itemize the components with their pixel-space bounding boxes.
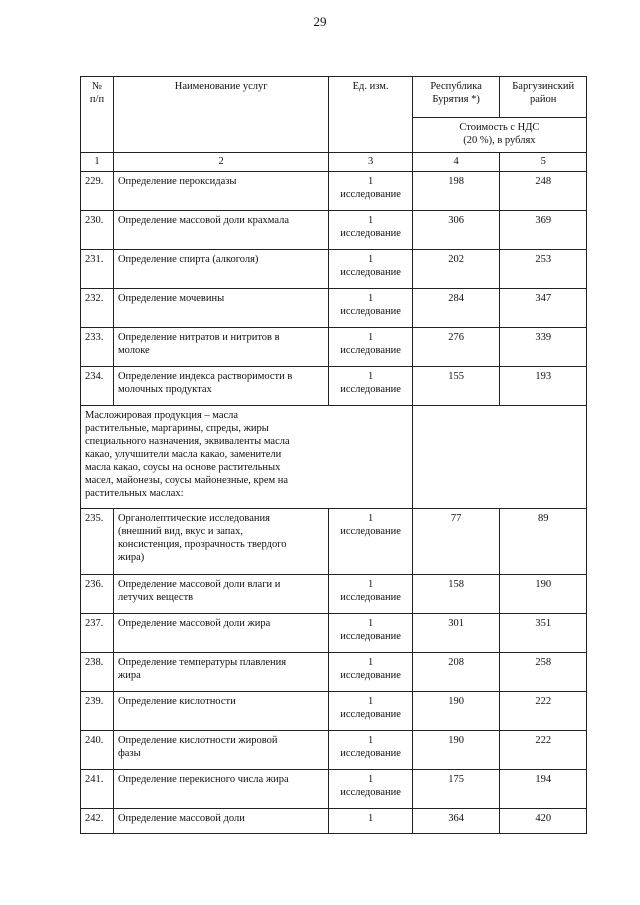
price-district: 222: [500, 692, 587, 731]
price-district: 222: [500, 731, 587, 770]
table-row: [81, 250, 587, 289]
table-row: [81, 328, 587, 367]
row-number: 234.: [81, 367, 114, 406]
price-republic: 198: [412, 172, 500, 211]
header-row: [81, 77, 587, 118]
price-republic: 208: [412, 653, 500, 692]
price-district: 420: [500, 809, 587, 834]
column-index: 4: [412, 153, 500, 172]
row-number: 241.: [81, 770, 114, 809]
unit-of-measure: 1: [329, 809, 412, 834]
column-index-row: [81, 153, 587, 172]
column-index: 1: [81, 153, 114, 172]
row-number: 232.: [81, 289, 114, 328]
price-district: 190: [500, 575, 587, 614]
unit-of-measure: 1 исследование: [329, 328, 412, 367]
table-row: [81, 614, 587, 653]
price-district: 351: [500, 614, 587, 653]
price-republic: 301: [412, 614, 500, 653]
service-name: Определение массовой доли крахмала: [113, 211, 328, 250]
service-name: Определение массовой доли: [113, 809, 328, 834]
header-republic: Республика Бурятия *): [412, 77, 500, 118]
table-row: [81, 809, 587, 834]
section-row: [81, 406, 587, 509]
table-row: [81, 692, 587, 731]
price-republic: 155: [412, 367, 500, 406]
price-district: 253: [500, 250, 587, 289]
price-district: 248: [500, 172, 587, 211]
service-name: Определение мочевины: [113, 289, 328, 328]
row-number: 231.: [81, 250, 114, 289]
row-number: 238.: [81, 653, 114, 692]
price-republic: 158: [412, 575, 500, 614]
price-district: 347: [500, 289, 587, 328]
unit-of-measure: 1 исследование: [329, 731, 412, 770]
row-number: 240.: [81, 731, 114, 770]
table-row: [81, 770, 587, 809]
table-row: [81, 575, 587, 614]
page-number: 29: [313, 14, 327, 29]
table-row: [81, 367, 587, 406]
row-number: 233.: [81, 328, 114, 367]
table-row: [81, 509, 587, 575]
column-index: 5: [500, 153, 587, 172]
service-name: Органолептические исследования (внешний вид, вкус и запах, консистенция, прозрачность твердого жира): [113, 509, 328, 575]
price-republic: 77: [412, 509, 500, 575]
section-empty-cell: [412, 406, 586, 509]
unit-of-measure: 1 исследование: [329, 289, 412, 328]
table-body-fats: [81, 509, 587, 834]
price-republic: 284: [412, 289, 500, 328]
row-number: 229.: [81, 172, 114, 211]
table-body-dairy: [81, 172, 587, 406]
header-district: Баргузинский район: [500, 77, 587, 118]
unit-of-measure: 1 исследование: [329, 172, 412, 211]
table-row: [81, 289, 587, 328]
price-republic: 306: [412, 211, 500, 250]
price-republic: 276: [412, 328, 500, 367]
unit-of-measure: 1 исследование: [329, 367, 412, 406]
unit-of-measure: 1 исследование: [329, 692, 412, 731]
unit-of-measure: 1 исследование: [329, 211, 412, 250]
price-republic: 364: [412, 809, 500, 834]
price-district: 89: [500, 509, 587, 575]
service-name: Определение нитратов и нитритов в молоке: [113, 328, 328, 367]
service-name: Определение массовой доли жира: [113, 614, 328, 653]
service-name: Определение индекса растворимости в молочных продуктах: [113, 367, 328, 406]
unit-of-measure: 1 исследование: [329, 575, 412, 614]
unit-of-measure: 1 исследование: [329, 509, 412, 575]
service-name: Определение температуры плавления жира: [113, 653, 328, 692]
row-number: 239.: [81, 692, 114, 731]
service-name: Определение массовой доли влаги и летучих веществ: [113, 575, 328, 614]
unit-of-measure: 1 исследование: [329, 614, 412, 653]
service-name: Определение кислотности: [113, 692, 328, 731]
row-number: 242.: [81, 809, 114, 834]
header-unit: Ед. изм.: [329, 77, 412, 153]
row-number: 230.: [81, 211, 114, 250]
column-index: 2: [113, 153, 328, 172]
price-republic: 190: [412, 692, 500, 731]
service-name: Определение пероксидазы: [113, 172, 328, 211]
price-republic: 202: [412, 250, 500, 289]
price-district: 193: [500, 367, 587, 406]
row-number: 235.: [81, 509, 114, 575]
price-republic: 175: [412, 770, 500, 809]
service-name: Определение кислотности жировой фазы: [113, 731, 328, 770]
unit-of-measure: 1 исследование: [329, 653, 412, 692]
column-index: 3: [329, 153, 412, 172]
table-section: [81, 406, 587, 509]
table-row: [81, 211, 587, 250]
table-row: [81, 172, 587, 211]
price-district: 258: [500, 653, 587, 692]
service-name: Определение спирта (алкоголя): [113, 250, 328, 289]
price-district: 369: [500, 211, 587, 250]
row-number: 236.: [81, 575, 114, 614]
table-row: [81, 731, 587, 770]
header-cost-label: Стоимость с НДС (20 %), в рублях: [412, 118, 586, 153]
price-table: [80, 76, 587, 834]
price-district: 194: [500, 770, 587, 809]
row-number: 237.: [81, 614, 114, 653]
unit-of-measure: 1 исследование: [329, 250, 412, 289]
table-row: [81, 653, 587, 692]
price-republic: 190: [412, 731, 500, 770]
unit-of-measure: 1 исследование: [329, 770, 412, 809]
section-title: Масложировая продукция – масла растительные, маргарины, спреды, жиры специального назначения, эквиваленты масла какао, улучшители масла какао, заменители масла какао, соусы на основе растительных масел, майонезы, соусы майонезные, крем на растительных маслах:: [81, 406, 413, 509]
service-name: Определение перекисного числа жира: [113, 770, 328, 809]
header-service-name: Наименование услуг: [113, 77, 328, 153]
price-district: 339: [500, 328, 587, 367]
header-num: № п/п: [81, 77, 114, 153]
